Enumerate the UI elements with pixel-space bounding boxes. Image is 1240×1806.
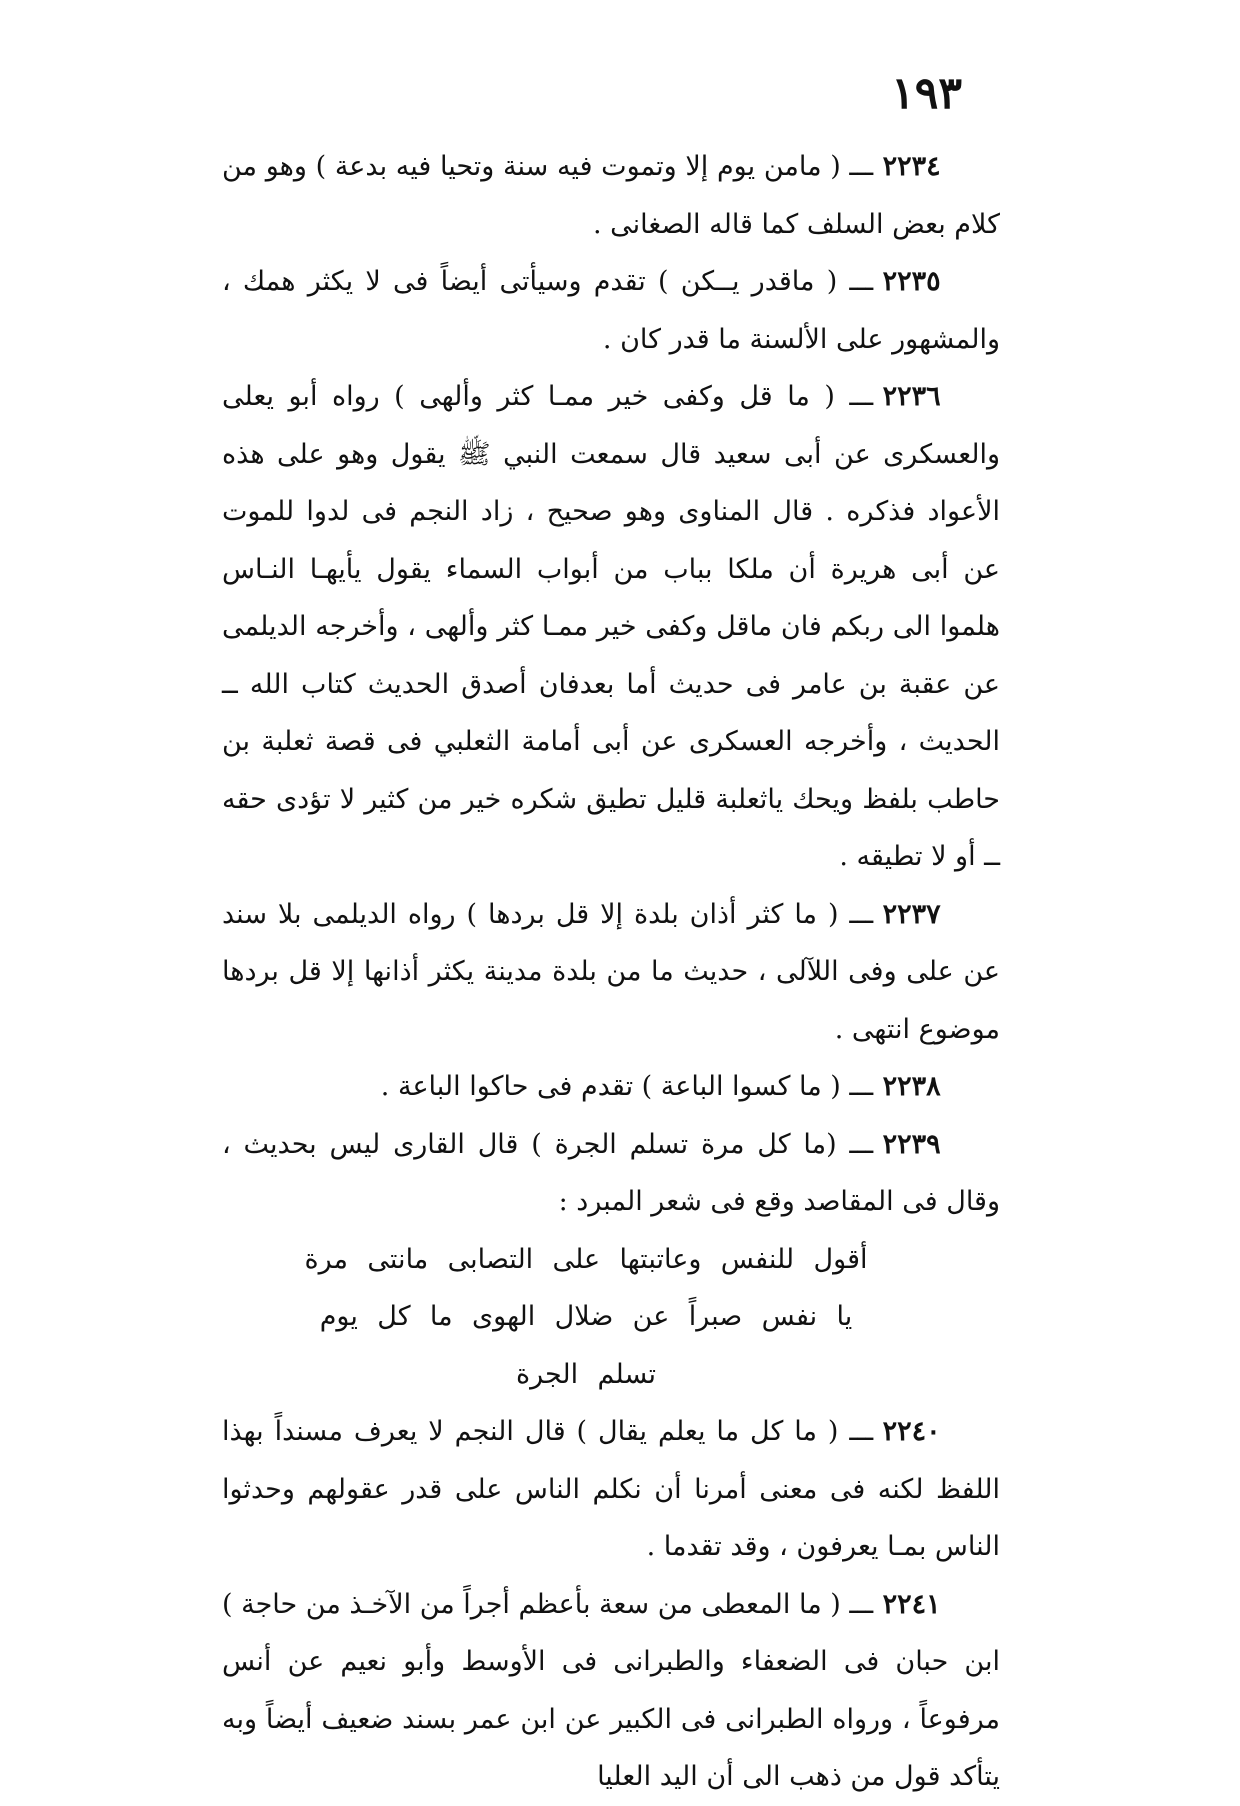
entry-2236	[222, 368, 1000, 886]
entry-2234	[222, 138, 1000, 253]
entry-2241	[222, 1576, 1000, 1806]
entry-number: ٢٢٣٨	[882, 1071, 941, 1102]
entry-text: ـــ ( مامن يوم إلا وتموت فيه سنة وتحيا فيه بدعة ) وهو من كلام بعض السلف كما قاله الصغانى .	[222, 151, 1000, 240]
page-number: ١٩٣	[891, 68, 962, 119]
entry-text: ـــ ( ما كسوا الباعة ) تقدم فى حاكوا الباعة .	[380, 1071, 874, 1102]
entry-number: ٢٢٣٩	[882, 1128, 941, 1160]
entry-number: ٢٢٤٠	[882, 1416, 941, 1447]
entry-text: ـــ ( ما كل ما يعلم يقال ) قال النجم لا يعرف مسنداً بهذا اللفظ لكنه فى معنى أمرنا أن نكلم الناس على قدر عقولهم وحدثوا الناس بمـا يعرفون ، وقد تقدما .	[222, 1416, 1000, 1562]
entry-2240	[222, 1403, 1000, 1576]
entry-text: ـــ (ما كل مرة تسلم الجرة ) قال القارى ليس بحديث ، وقال فى المقاصد وقع فى شعر المبرد :	[222, 1128, 1000, 1217]
entry-2238	[222, 1058, 1000, 1116]
entry-text: ـــ ( ماقدر يــكن ) تقدم وسيأتى أيضاً فى لا يكثر همك ، والمشهور على الألسنة ما قدر كان .	[222, 266, 1000, 355]
entry-text: ـــ ( ما كثر أذان بلدة إلا قل بردها ) رواه الديلمى بلا سند عن على وفى اللآلى ، حديث ما من بلدة مدينة يكثر أذانها إلا قل بردها موضوع انتهى .	[222, 898, 1000, 1045]
entry-number: ٢٢٣٥	[882, 266, 941, 297]
entry-number: ٢٢٤١	[882, 1588, 941, 1620]
entry-2239	[222, 1116, 1000, 1231]
poem-verses	[222, 1231, 1000, 1404]
entry-2237	[222, 886, 1000, 1059]
entry-2235	[222, 253, 1000, 368]
entry-number: ٢٢٣٤	[882, 151, 941, 182]
entry-number: ٢٢٣٦	[882, 381, 941, 412]
entry-number: ٢٢٣٧	[882, 898, 941, 930]
page-body	[222, 138, 1000, 1806]
poem-line-2: يا نفس صبراً عن ضلال الهوى ما كل يوم تسلم الجرة	[319, 1301, 853, 1390]
entry-text: ـــ ( ما المعطى من سعة بأعظم أجراً من الآخـذ من حاجة ) ابن حبان فى الضعفاء والطبرانى فى الأوسط وأبو نعيم عن أنس مرفوعاً ، ورواه الطبرانى فى الكبير عن ابن عمر بسند ضعيف أيضاً وبه يتأكد قول من ذهب الى أن اليد العليا	[222, 1588, 1000, 1792]
entry-text: ـــ ( ما قل وكفى خير ممـا كثر وألهى ) رواه أبو يعلى والعسكرى عن أبى سعيد قال سمعت النبي ﷺ يقول وهو على هذه الأعواد فذكره . قال المناوى وهو صحيح ، زاد النجم فى لدوا للموت عن أبى هريرة أن ملكا بباب من أبواب السماء يقول يأيهـا النـاس هلموا الى ربكم فان ماقل وكفى خير ممـا كثر وألهى ، وأخرجه الديلمى عن عقبة بن عامر فى حديث أما بعدفان أصدق الحديث كتاب الله ــ الحديث ، وأخرجه العسكرى عن أبى أمامة الثعلبي فى قصة ثعلبة بن حاطب بلفظ ويحك ياثعلبة قليل تطيق شكره خير من كثير لا تؤدى حقه ــ أو لا تطيقه .	[222, 381, 1000, 872]
poem-line-1: أقول للنفس وعاتبتها على التصابى مانتى مرة	[304, 1243, 868, 1275]
